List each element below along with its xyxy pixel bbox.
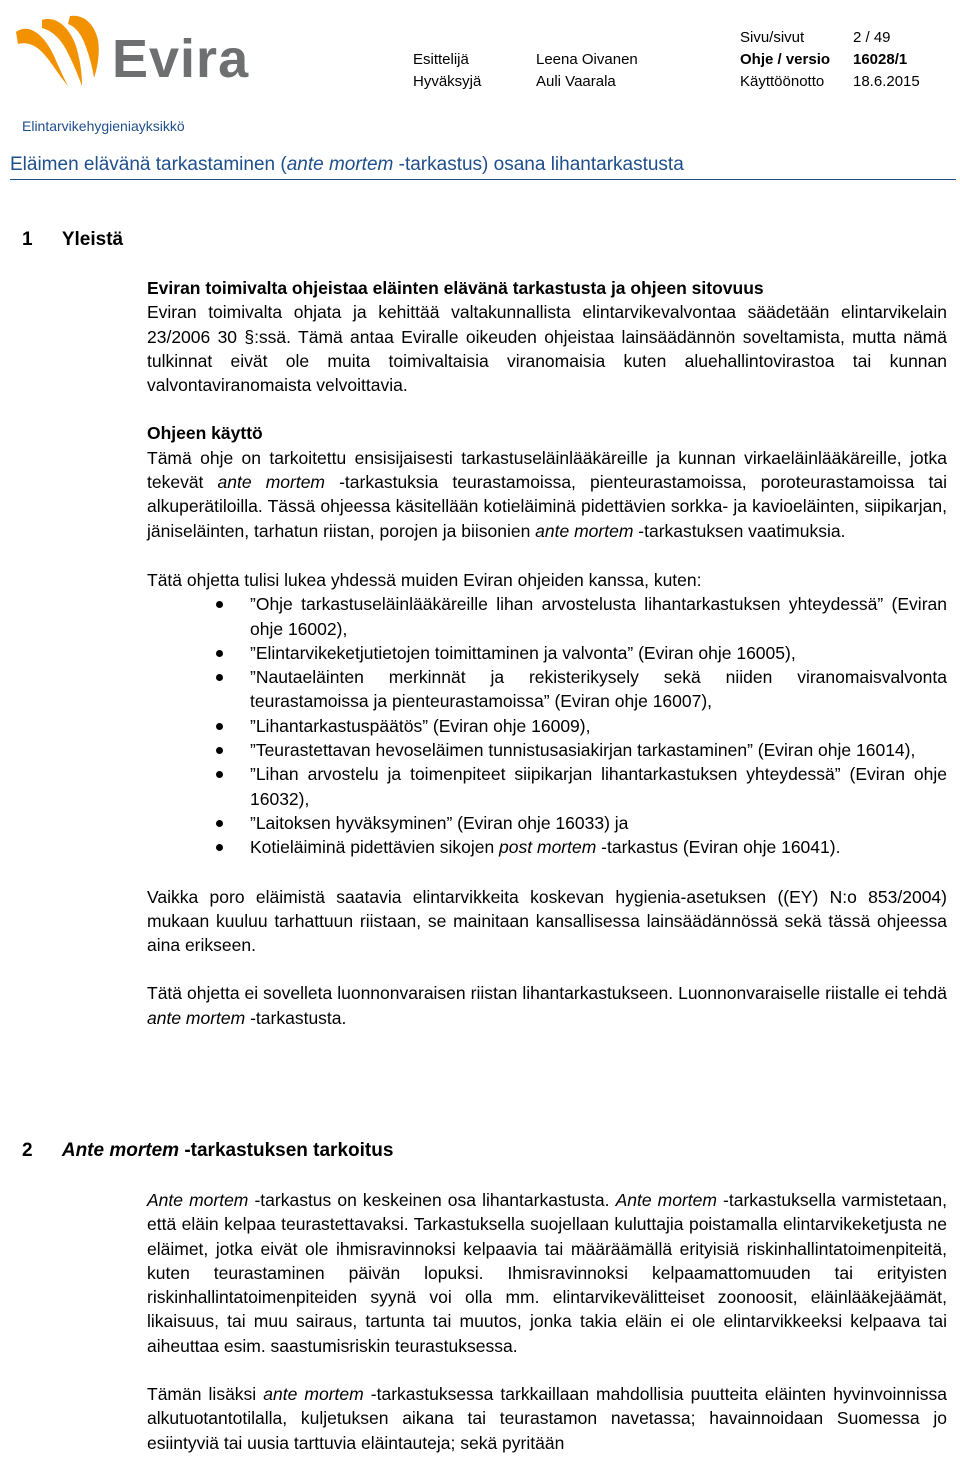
bullet-icon (216, 723, 223, 730)
version-value: 16028/1 (853, 51, 908, 68)
authority-paragraph: Eviran toimivalta ohjata ja kehittää valtakunnallista elintarvikevalvontaa säädetään elintarvikelain 23/2006 30 §:ssä. Tämä antaa Eviralle oikeuden ohjeistaa lainsäädännön soveltamista, mutta nämä tulkinnat eivät ole muita toimivaltaisia viranomaisia kuten aluehallintovirastoa tai kunnan valvontaviranomaista velvoittavia. (147, 302, 947, 396)
deploy-value: 18.6.2015 (853, 73, 920, 90)
section-1-number: 1 (22, 229, 33, 250)
section-1-body (147, 276, 947, 1030)
section-2-body (147, 1188, 947, 1455)
bullet-icon (216, 820, 223, 827)
evira-logo-mark-icon (12, 12, 102, 92)
list-item: ”Elintarvikeketjutietojen toimittaminen ja valvonta” (Eviran ohje 16005), (0, 641, 947, 665)
section-1-title: Yleistä (61, 229, 124, 250)
related-guides-intro: Tätä ohjetta tulisi lukea yhdessä muiden Eviran ohjeiden kanssa, kuten: (147, 569, 702, 590)
deploy-label: Käyttöönotto (740, 73, 825, 90)
page-label: Sivu/sivut (740, 29, 805, 46)
usage-paragraph: Tämä ohje on tarkoitettu ensisijaisesti tarkastuseläinlääkäreille ja kunnan virkaeläinlääkäreille, jotka tekevät ante mortem -tarkastuksia teurastamoissa, pienteurastamoissa, poroteurastamoissa tai alkuperätiloilla. Tässä ohjeessa käsitellään kotieläiminä pidettävien sorkka- ja kavioeläinten, siipikarjan, jäniseläinten, tarhatun riistan, porojen ja biisonien ante mortem -tarkastuksen vaatimuksia. (147, 447, 947, 541)
header-rule (10, 179, 956, 180)
list-item: ”Nautaeläinten merkinnät ja rekisterikysely sekä niiden viranomaisvalvonta teurastamoissa ja pienteurastamoissa” (Eviran ohje 16007), (0, 665, 947, 714)
related-guides-list (0, 592, 947, 859)
bullet-icon (216, 747, 223, 754)
bullet-icon (216, 650, 223, 657)
version-label: Ohje / versio (740, 51, 831, 68)
usage-heading: Ohjeen käyttö (147, 423, 263, 444)
evira-logo-text: Evira (112, 29, 250, 89)
bullet-icon (216, 844, 223, 851)
list-item: ”Ohje tarkastuseläinlääkäreille lihan arvostelusta lihantarkastuksen yhteydessä” (Eviran ohje 16002), (0, 592, 947, 641)
section-2-heading (22, 1140, 393, 1162)
wild-game-paragraph: Tätä ohjetta ei sovelleta luonnonvaraisen riistan lihantarkastukseen. Luonnonvaraiselle riistalle ei tehdä ante mortem -tarkastusta. (147, 983, 947, 1028)
list-item: ”Teurastettavan hevoseläimen tunnistusasiakirjan tarkastaminen” (Eviran ohje 16014), (0, 738, 947, 762)
page-value: 2 / 49 (853, 29, 891, 46)
approver-value: Auli Vaarala (536, 73, 616, 90)
bullet-icon (216, 674, 223, 681)
unit-name: Elintarvikehygieniayksikkö (22, 118, 185, 134)
additional-purpose-paragraph: Tämän lisäksi ante mortem -tarkastuksessa tarkkaillaan mahdollisia puutteita eläinten hyvinvoinnissa alkutuotantotilalla, kuljetuksen aikana tai teurastamon navetassa; havainnoidaan Suomessa jo esiintyviä tai uusia tarttuvia eläintauteja; sekä pyritään (147, 1384, 948, 1453)
bullet-icon (216, 601, 223, 608)
presenter-value: Leena Oivanen (536, 51, 638, 68)
authority-heading: Eviran toimivalta ohjeistaa eläinten elävänä tarkastusta ja ohjeen sitovuus (147, 278, 764, 298)
section-2-title: Ante mortem -tarkastuksen tarkoitus (61, 1140, 394, 1161)
evira-logo (12, 12, 272, 92)
section-1-heading (22, 229, 123, 251)
bullet-icon (216, 771, 223, 778)
approver-label: Hyväksyjä (413, 73, 482, 90)
presenter-label: Esittelijä (413, 51, 469, 68)
section-2-number: 2 (22, 1140, 33, 1161)
list-item: ”Lihantarkastuspäätös” (Eviran ohje 16009), (0, 714, 947, 738)
list-item: ”Lihan arvostelu ja toimenpiteet siipikarjan lihantarkastuksen yhteydessä” (Eviran ohje 16032), (0, 762, 947, 811)
purpose-paragraph: Ante mortem -tarkastus on keskeinen osa lihantarkastusta. Ante mortem -tarkastuksella varmistetaan, että eläin kelpaa teurastettavaksi. Tarkastuksella suojellaan kuluttajia poistamalla elintarvikeketjusta ne eläimet, jotka eivät ole ihmisravinnoksi kelpaavia tai määräämällä erityisiä riskinhallintatoimenpiteitä, kuten teurastaminen päivän lopuksi. Ihmisravinnoksi kelpaamattomuuden tai erityisten riskinhallintatoimenpiteiden syynä voi olla mm. elintarvikevälitteiset zoonoosit, eläinlääkejäämät, likaisuus, tai muu sairaus, tartunta tai muutos, jonka takia eläin ei ole elintarvikkeeksi kelpaava tai aiheuttaa esim. saastumisriskin teurastuksessa. (147, 1190, 947, 1356)
list-item: ”Laitoksen hyväksyminen” (Eviran ohje 16033) ja (0, 811, 947, 835)
document-title: Eläimen elävänä tarkastaminen (ante mortem -tarkastus) osana lihantarkastusta (10, 154, 684, 175)
reindeer-paragraph: Vaikka poro eläimistä saatavia elintarvikkeita koskevan hygienia-asetuksen ((EY) N:o 853/2004) mukaan kuuluu tarhattuun riistaan, se mainitaan kansallisessa lainsäädännössä sekä tässä ohjeessa aina erikseen. (147, 886, 947, 956)
list-item: Kotieläiminä pidettävien sikojen post mortem -tarkastus (Eviran ohje 16041). (0, 835, 947, 859)
